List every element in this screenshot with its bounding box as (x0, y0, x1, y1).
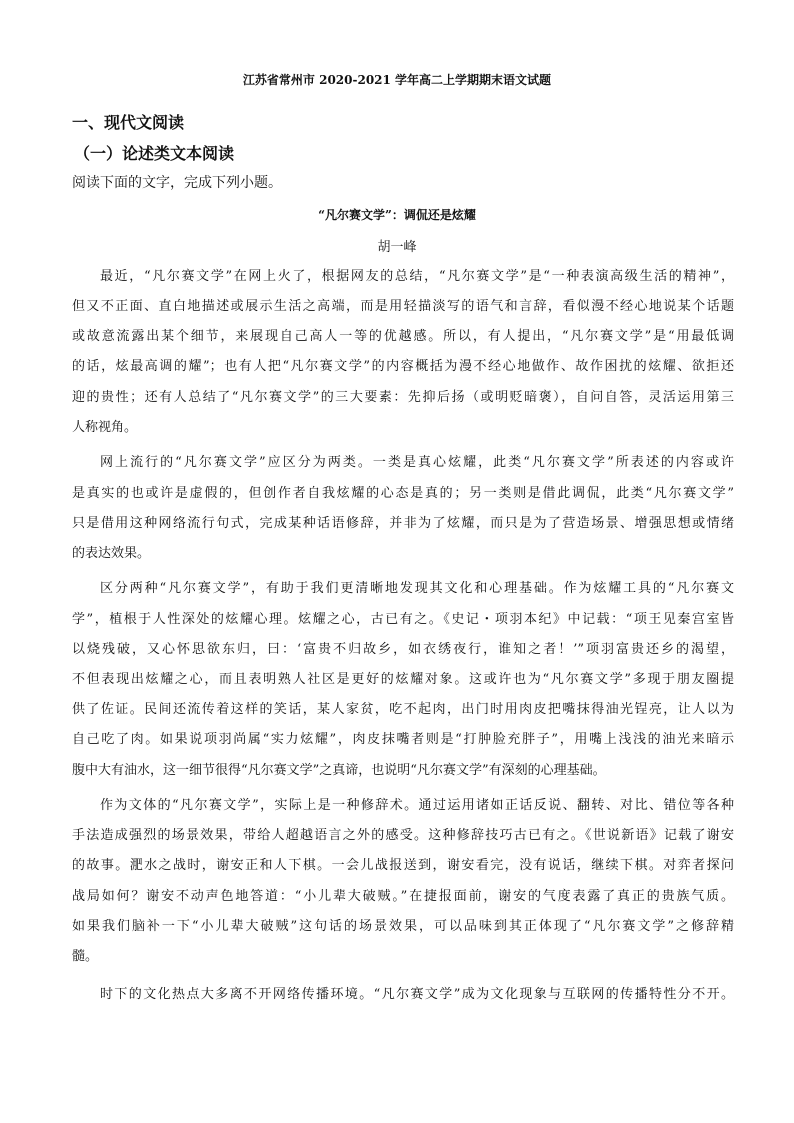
body-line: 不但表现出炫耀之心，而且表明熟人社区是更好的炫耀对象。这或许也为“凡尔赛文学”多现于朋友圈提 (72, 672, 734, 687)
body-line: 最近，“凡尔赛文学”在网上火了，根据网友的总结，“凡尔赛文学”是“一种表演高级生活的精神”， (100, 269, 734, 284)
body-line: 作为文体的“凡尔赛文学”，实际上是一种修辞术。通过运用诸如正话反说、翻转、对比、错位等各种 (100, 798, 734, 813)
body-line: 网上流行的“凡尔赛文学”应区分为两类。一类是真心炫耀，此类“凡尔赛文学”所表述的内容或许 (100, 455, 734, 470)
body-line: 人称视角。 (72, 420, 138, 435)
section-heading: 一、现代文阅读 (72, 113, 185, 132)
article-author: 胡一峰 (377, 240, 417, 255)
body-line: 髓。 (72, 949, 99, 964)
body-line: 如果我们脑补一下“小儿辈大破贼”这句话的场景效果，可以品味到其正体现了“凡尔赛文学”之修辞精 (72, 919, 734, 934)
body-line: 学”，植根于人性深处的炫耀心理。炫耀之心，古已有之。《史记・项羽本纪》中记载：“项王见秦宫室皆 (72, 612, 734, 627)
body-line: 的话，炫最高调的耀”；也有人把“凡尔赛文学”的内容概括为漫不经心地做作、故作困扰的炫耀、欲拒还 (72, 359, 734, 374)
body-line: 腹中大有油水，这一细节很得“凡尔赛文学”之真谛，也说明“凡尔赛文学”有深刻的心理基础。 (72, 763, 606, 778)
body-line: 手法造成强烈的场景效果，带给人超越语言之外的感受。这种修辞技巧古已有之。《世说新语》记载了谢安 (72, 828, 734, 843)
article-title: “凡尔赛文学”：调侃还是炫耀 (318, 208, 476, 222)
subsection-heading: （一）论述类文本阅读 (74, 144, 235, 163)
document-title: 江苏省常州市 2020-2021 学年高二上学期期末语文试题 (242, 73, 552, 87)
body-line: 时下的文化热点大多离不开网络传播环境。“凡尔赛文学”成为文化现象与互联网的传播特性分不开。 (100, 987, 734, 1002)
body-line: 以烧残破，又心怀思欲东归，曰：‘富贵不归故乡，如衣绣夜行，谁知之者！’”项羽富贵还乡的渴望， (72, 642, 734, 657)
body-line: 但又不正面、直白地描述或展示生活之高端，而是用轻描淡写的语气和言辞，看似漫不经心地说某个话题 (72, 299, 734, 314)
body-line: 的表达效果。 (72, 546, 151, 561)
body-line: 的故事。淝水之战时，谢安正和人下棋。一会儿战报送到，谢安看完，没有说话，继续下棋。对弈者探问 (72, 858, 734, 873)
body-line: 是真实的也或许是虚假的，但创作者自我炫耀的心态是真的；另一类则是借此调侃，此类“凡尔赛文学” (72, 486, 734, 501)
body-line: 只是借用这种网络流行句式，完成某种话语修辞，并非为了炫耀，而只是为了营造场景、增强思想或情绪 (72, 516, 734, 531)
body-line: 或故意流露出某个细节，来展现自己高人一等的优越感。所以，有人提出，“凡尔赛文学”是“用最低调 (72, 329, 734, 344)
body-line: 战局如何？谢安不动声色地答道：“小儿辈大破贼。”在捷报面前，谢安的气度表露了真正的贵族气质。 (72, 889, 734, 904)
body-line: 区分两种“凡尔赛文学”，有助于我们更清晰地发现其文化和心理基础。作为炫耀工具的“凡尔赛文 (100, 581, 734, 596)
body-line: 自己吃了肉。如果说项羽尚属“实力炫耀”，肉皮抹嘴者则是“打肿脸充胖子”，用嘴上浅浅的油光来暗示 (72, 732, 734, 747)
instruction-text: 阅读下面的文字，完成下列小题。 (72, 175, 282, 191)
body-line: 供了佐证。民间还流传着这样的笑话，某人家贫，吃不起肉，出门时用肉皮把嘴抹得油光锃亮，让人以为 (72, 702, 734, 717)
body-line: 迎的贵性；还有人总结了“凡尔赛文学”的三大要素：先抑后扬（或明贬暗褒），自问自答，灵活运用第三 (72, 390, 734, 405)
